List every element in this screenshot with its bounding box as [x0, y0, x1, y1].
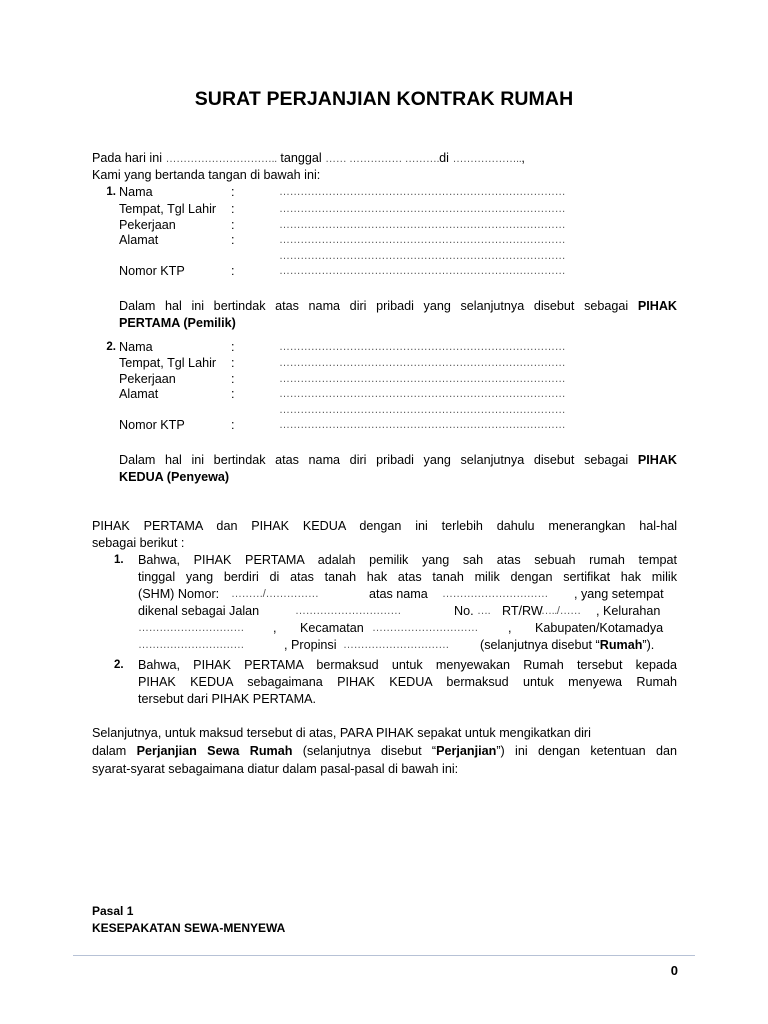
- field-colon: :: [231, 202, 235, 216]
- field-colon: :: [231, 356, 235, 370]
- jalan-dots: …………………………: [295, 605, 402, 617]
- statement-line-2: sebagai berikut :: [92, 536, 185, 550]
- field-dots: ………………………………………………………………………: [279, 373, 566, 385]
- party-1-number: 1.: [106, 186, 116, 198]
- item-1-line-5: [138, 620, 677, 637]
- field-colon: :: [231, 340, 235, 354]
- atas-nama-label: atas nama: [369, 587, 428, 601]
- rumah-def-close: ”).: [642, 638, 655, 652]
- intro-dots-place: ………………..: [452, 153, 522, 165]
- intro-text-1: Pada hari ini: [92, 151, 163, 165]
- party-2-role: KEDUA (Penyewa): [119, 470, 230, 484]
- party-1-desc-text: Dalam hal ini bertindak atas nama diri pribadi yang selanjutnya disebut sebagai: [119, 299, 629, 313]
- intro-text-4: ,: [521, 151, 525, 165]
- no-label: No.: [454, 604, 474, 618]
- pasal-number: Pasal 1: [92, 904, 134, 918]
- pasal-title: KESEPAKATAN SEWA-MENYEWA: [92, 921, 286, 935]
- intro-text-3: di: [439, 151, 449, 165]
- rumah-def-open: (selanjutnya disebut “: [480, 638, 600, 652]
- intro-text-2: tanggal: [280, 151, 322, 165]
- item-2-line-2: PIHAK KEDUA sebagaimana PIHAK KEDUA bermaksud untuk menyewa Rumah: [138, 675, 677, 689]
- rumah-definition: [480, 637, 654, 653]
- rumah-term: Rumah: [599, 638, 643, 652]
- comma: ,: [508, 621, 512, 635]
- field-dots: ………………………………………………………………………: [279, 419, 566, 431]
- field-dots: ………………………………………………………………………: [279, 341, 566, 353]
- page-number: 0: [670, 963, 678, 978]
- party-2-block: [92, 339, 692, 439]
- field-colon: :: [231, 387, 235, 401]
- field-dots: ………………………………………………………………………: [279, 357, 566, 369]
- kelurahan-dots: …………………………: [138, 622, 245, 634]
- item-1-line-6: [138, 637, 677, 654]
- field-dots: ………………………………………………………………………: [279, 388, 566, 400]
- comma: ,: [273, 621, 277, 635]
- kota-dots: …………………………: [138, 639, 245, 651]
- rtrw-dots: …../……: [541, 605, 581, 617]
- perjanjian-term: Perjanjian: [436, 744, 497, 758]
- field-colon: :: [231, 185, 235, 199]
- atas-nama-dots: …………………………: [442, 588, 549, 600]
- item-2-paragraph: [138, 657, 677, 707]
- item-1-line-1: Bahwa, PIHAK PERTAMA adalah pemilik yang sah atas sebuah rumah tempat: [138, 553, 677, 567]
- intro-line-2: Kami yang bertanda tangan di bawah ini:: [92, 168, 321, 182]
- intro-dots-date: …… …………… ……….: [325, 153, 440, 165]
- kecamatan-label: Kecamatan: [300, 621, 364, 635]
- propinsi-dots: …………………………: [343, 639, 450, 651]
- party-2-desc-text: Dalam hal ini bertindak atas nama diri pribadi yang selanjutnya disebut sebagai: [119, 453, 629, 467]
- field-label-alamat: Alamat: [119, 233, 159, 247]
- no-dots: ….: [477, 605, 491, 617]
- field-dots: ………………………………………………………………………: [279, 219, 566, 231]
- field-dots: ………………………………………………………………………: [279, 234, 566, 246]
- field-label-pekerjaan: Pekerjaan: [119, 372, 176, 386]
- party-2-description: [119, 452, 677, 485]
- field-colon: :: [231, 233, 235, 247]
- field-dots: ………………………………………………………………………: [279, 186, 566, 198]
- statement-paragraph: [92, 518, 677, 551]
- kelurahan-label: , Kelurahan: [596, 604, 661, 618]
- statement-line-1: PIHAK PERTAMA dan PIHAK KEDUA dengan ini terlebih dahulu menerangkan hal-hal: [92, 519, 677, 533]
- party-2-desc-bold: PIHAK: [637, 453, 678, 467]
- closing-l2-text-a: dalam: [92, 744, 127, 758]
- document-title: SURAT PERJANJIAN KONTRAK RUMAH: [194, 88, 574, 110]
- field-colon: :: [231, 218, 235, 232]
- closing-paragraph: [92, 725, 677, 777]
- field-label-nama: Nama: [119, 185, 153, 199]
- party-1-role: PERTAMA (Pemilik): [119, 316, 236, 330]
- field-label-nama: Nama: [119, 340, 153, 354]
- field-dots: ………………………………………………………………………: [279, 203, 566, 215]
- kabupaten-label: Kabupaten/Kotamadya: [535, 621, 664, 635]
- setempat-text: , yang setempat: [574, 587, 664, 601]
- item-1-number: 1.: [114, 554, 124, 566]
- field-label-ktp: Nomor KTP: [119, 264, 185, 278]
- perjanjian-sewa-rumah: Perjanjian Sewa Rumah: [136, 744, 293, 758]
- shm-dots: ………/……………: [231, 588, 319, 600]
- rtrw-label: RT/RW: [502, 604, 543, 618]
- jalan-label: dikenal sebagai Jalan: [138, 604, 260, 618]
- field-colon: :: [231, 264, 235, 278]
- field-dots: ………………………………………………………………………: [279, 250, 566, 262]
- field-dots: ………………………………………………………………………: [279, 265, 566, 277]
- closing-line-1: Selanjutnya, untuk maksud tersebut di atas, PARA PIHAK sepakat untuk mengikatkan diri: [92, 726, 591, 740]
- closing-line-3: syarat-syarat sebagaimana diatur dalam pasal-pasal di bawah ini:: [92, 762, 459, 776]
- shm-label: (SHM) Nomor:: [138, 587, 220, 601]
- item-1-paragraph: [138, 552, 677, 654]
- kecamatan-dots: …………………………: [372, 622, 479, 634]
- field-label-ttl: Tempat, Tgl Lahir: [119, 356, 217, 370]
- field-colon: :: [231, 418, 235, 432]
- intro-line: [92, 150, 525, 167]
- closing-line-2: [92, 743, 677, 759]
- item-1-line-4: [138, 603, 677, 620]
- footer-divider: [73, 955, 695, 956]
- field-label-alamat: Alamat: [119, 387, 159, 401]
- item-2-line-3: tersebut dari PIHAK PERTAMA.: [138, 692, 317, 706]
- item-2-number: 2.: [114, 659, 124, 671]
- party-1-description: [119, 298, 677, 331]
- field-colon: :: [231, 372, 235, 386]
- item-1-line-3: [138, 586, 677, 603]
- party-1-desc-bold: PIHAK: [637, 299, 678, 313]
- closing-l2-text-b: (selanjutnya disebut “: [302, 744, 437, 758]
- item-2-line-1: Bahwa, PIHAK PERTAMA bermaksud untuk menyewakan Rumah tersebut kepada: [138, 658, 677, 672]
- field-label-pekerjaan: Pekerjaan: [119, 218, 176, 232]
- field-dots: ………………………………………………………………………: [279, 404, 566, 416]
- intro-dots-day: …………………………..: [165, 153, 277, 165]
- party-2-number: 2.: [106, 341, 116, 353]
- propinsi-label: , Propinsi: [284, 638, 337, 652]
- field-label-ttl: Tempat, Tgl Lahir: [119, 202, 217, 216]
- field-label-ktp: Nomor KTP: [119, 418, 185, 432]
- closing-l2-text-c: ”) ini dengan ketentuan dan: [496, 744, 677, 758]
- item-1-line-2: tinggal yang berdiri di atas tanah hak atas tanah milik dengan sertifikat hak milik: [138, 570, 677, 584]
